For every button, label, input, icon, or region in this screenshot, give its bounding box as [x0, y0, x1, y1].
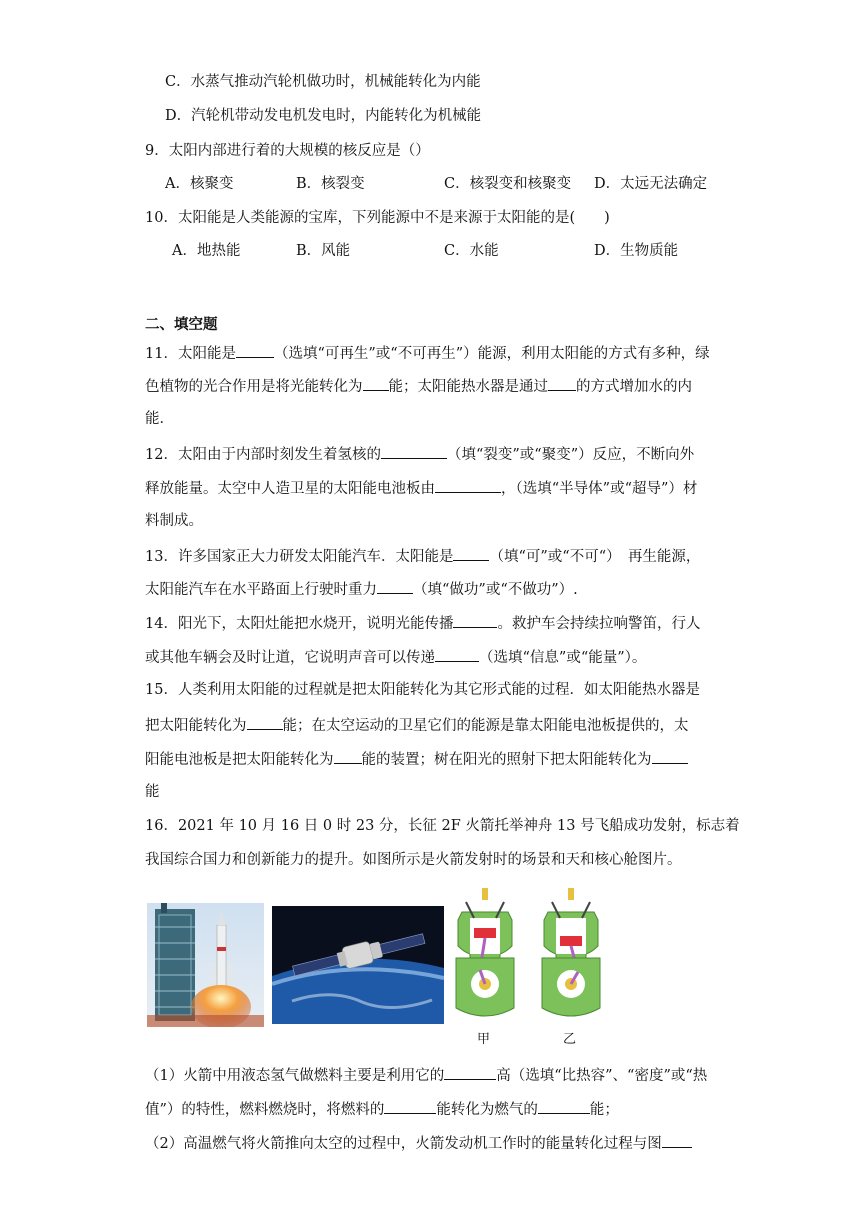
answer-blank[interactable]: [377, 578, 413, 594]
answer-blank[interactable]: [435, 477, 501, 493]
space-station-photo: [272, 906, 444, 1024]
q10-option-a: A．地热能: [172, 243, 241, 259]
figure-label-jia: 甲: [477, 1032, 491, 1047]
q15-line2: 把太阳能转化为 能；在太空运动的卫星它们的能源是靠太阳能电池板提供的，太: [145, 714, 689, 736]
q13-line1: 13．许多国家正大力研发太阳能汽车．太阳能是 （填“可”或“不可“） 再生能源，: [145, 545, 700, 567]
q9-option-b: B．核裂变: [296, 176, 365, 192]
q12-line2: 释放能量。太空中人造卫星的太阳能电池板由 ，（选填“半导体”或“超导”）材: [145, 477, 697, 499]
q11-line1: 11．太阳能是 （选填“可再生”或“不可再生”）能源，利用太阳能的方式有多种，绿: [145, 342, 710, 364]
rocket-launch-photo: [147, 903, 264, 1027]
q8-option-d: D．汽轮机带动发电机发电时，内能转化为机械能: [165, 108, 482, 124]
q13-line2: 太阳能汽车在水平路面上行驶时重力 （填“做功”或“不做功”）.: [145, 578, 578, 600]
section-title: 二、填空题: [145, 316, 218, 333]
answer-blank[interactable]: [435, 646, 479, 662]
answer-blank[interactable]: [334, 748, 362, 764]
answer-blank[interactable]: [247, 714, 283, 730]
answer-blank[interactable]: [453, 612, 497, 628]
answer-blank[interactable]: [444, 1064, 496, 1080]
q16-part1-line1: （1）火箭中用液态氢气做燃料主要是利用它的 高（选填“比热容”、“密度”或“热: [145, 1064, 707, 1086]
answer-blank[interactable]: [652, 748, 688, 764]
q9-option-c: C．核裂变和核聚变: [444, 176, 572, 192]
engine-yi: [542, 888, 600, 1016]
engine-stroke-diagram: [452, 888, 624, 1026]
q14-line1: 14．阳光下，太阳灶能把水烧开，说明光能传播 。救护车会持续拉响警笛，行人: [145, 612, 700, 634]
q16-part1-line2: 值”）的特性，燃料燃烧时，将燃料的 能转化为燃气的 能；: [145, 1098, 619, 1120]
q9-option-d: D．太远无法确定: [594, 176, 708, 192]
q8-option-c: C．水蒸气推动汽轮机做功时，机械能转化为内能: [165, 74, 481, 90]
q15-line4: 能: [145, 784, 160, 800]
q10-option-c: C．水能: [444, 243, 499, 259]
q12-line1: 12．太阳由于内部时刻发生着氢核的 （填“裂变”或“聚变”）反应，不断向外: [145, 443, 694, 465]
q9-option-a: A．核聚变: [165, 176, 234, 192]
q16-line1: 16．2021 年 10 月 16 日 0 时 23 分，长征 2F 火箭托举神舟 13 号飞船成功发射，标志着: [145, 818, 740, 834]
answer-blank[interactable]: [662, 1132, 692, 1148]
q11-line2: 色植物的光合作用是将光能转化为 能；太阳能热水器是通过 的方式增加水的内: [145, 375, 692, 397]
q15-line3: 阳能电池板是把太阳能转化为 能的装置；树在阳光的照射下把太阳能转化为: [145, 748, 688, 770]
q10-option-b: B．风能: [296, 243, 351, 259]
answer-blank[interactable]: [453, 545, 489, 561]
q16-line2: 我国综合国力和创新能力的提升。如图所示是火箭发射时的场景和天和核心舱图片。: [145, 852, 682, 868]
q12-line3: 料制成。: [145, 513, 203, 529]
q15-line1: 15．人类利用太阳能的过程就是把太阳能转化为其它形式能的过程．如太阳能热水器是: [145, 682, 700, 698]
q10-stem: 10．太阳能是人类能源的宝库，下列能源中不是来源于太阳能的是( ): [145, 210, 610, 226]
answer-blank[interactable]: [236, 342, 274, 358]
q14-line2: 或其他车辆会及时让道，它说明声音可以传递 （选填“信息”或“能量”）。: [145, 646, 646, 668]
q16-part2-line1: （2）高温燃气将火箭推向太空的过程中，火箭发动机工作时的能量转化过程与图: [145, 1132, 692, 1154]
q11-line3: 能．: [145, 411, 174, 427]
answer-blank[interactable]: [538, 1098, 590, 1114]
engine-jia: [456, 888, 514, 1016]
figure-label-yi: 乙: [563, 1032, 577, 1047]
answer-blank[interactable]: [363, 375, 389, 391]
answer-blank[interactable]: [384, 1098, 436, 1114]
answer-blank[interactable]: [548, 375, 576, 391]
q9-stem: 9．太阳内部进行着的大规模的核反应是（）: [145, 143, 430, 159]
answer-blank[interactable]: [381, 443, 447, 459]
q10-option-d: D．生物质能: [594, 243, 679, 259]
